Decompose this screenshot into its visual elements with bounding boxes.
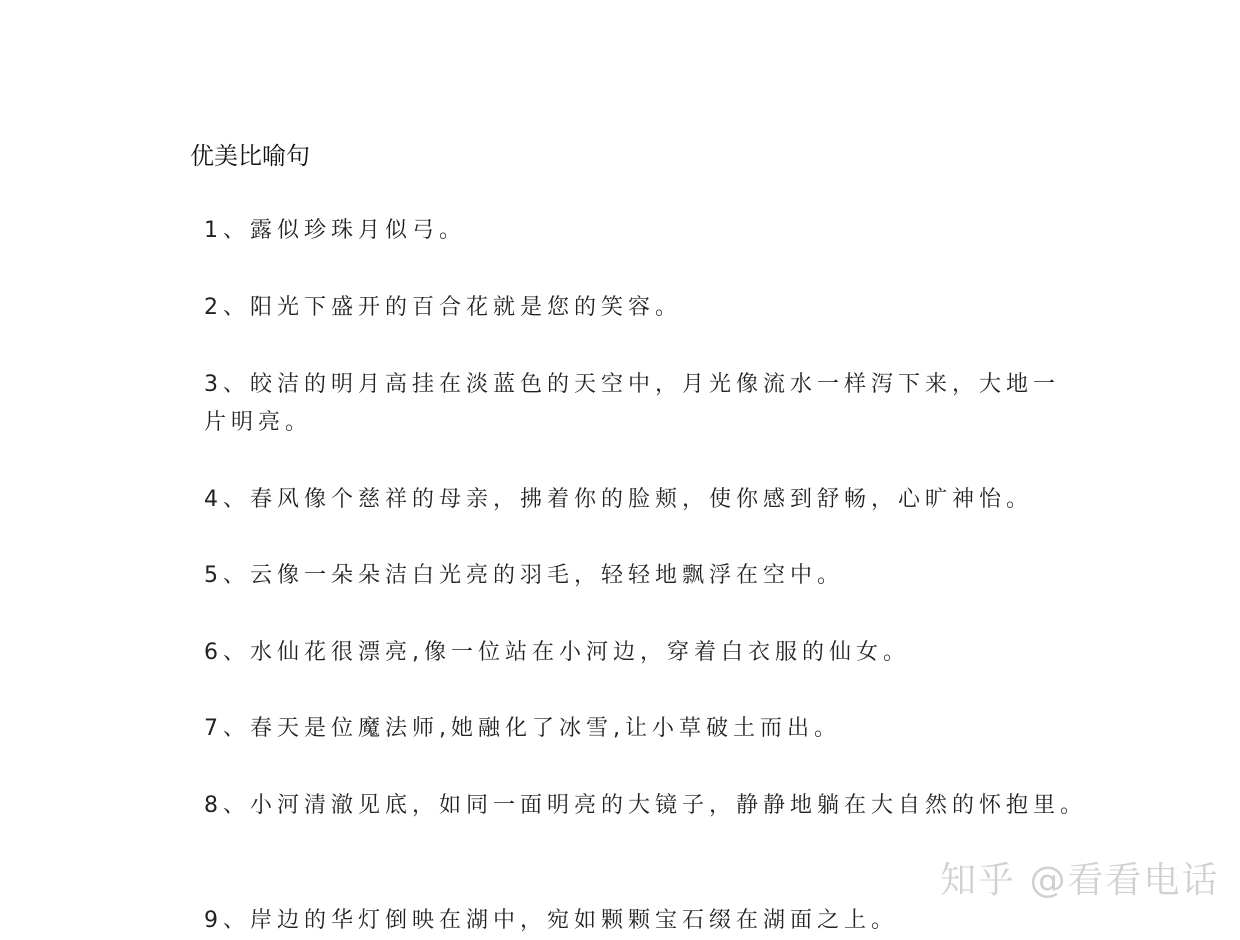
item-3-line-1: 3、皎洁的明月高挂在淡蓝色的天空中，月光像流水一样泻下来，大地一 (204, 372, 1060, 397)
list-item-1 (204, 212, 466, 250)
item-3-line-2: 片明亮。 (204, 410, 313, 435)
item-9-line-1: 9、岸边的华灯倒映在湖中，宛如颗颗宝石缀在湖面之上。 (204, 908, 898, 933)
item-8-line-1: 8、小河清澈见底，如同一面明亮的大镜子，静静地躺在大自然的怀抱里。 (204, 793, 1087, 818)
item-7-line-1: 7、春天是位魔法师,她融化了冰雪,让小草破土而出。 (204, 716, 841, 741)
item-5-line-1: 5、云像一朵朵洁白光亮的羽毛，轻轻地飘浮在空中。 (204, 563, 844, 588)
list-item-8 (204, 787, 1087, 825)
list-item-7 (204, 710, 841, 748)
list-item-4 (204, 481, 1033, 519)
item-4-line-1: 4、春风像个慈祥的母亲，拂着你的脸颊，使你感到舒畅，心旷神怡。 (204, 487, 1033, 512)
list-item-5 (204, 557, 844, 595)
document-title: 优美比喻句 (190, 142, 310, 170)
item-1-line-1: 1、露似珍珠月似弓。 (204, 218, 466, 243)
zhihu-watermark: 知乎 @看看电话 (940, 860, 1220, 901)
list-item-9 (204, 902, 898, 940)
list-item-2 (204, 289, 682, 327)
item-6-line-1: 6、水仙花很漂亮,像一位站在小河边，穿着白衣服的仙女。 (204, 640, 910, 665)
list-item-6 (204, 634, 910, 672)
list-item-3 (204, 366, 1060, 442)
item-2-line-1: 2、阳光下盛开的百合花就是您的笑容。 (204, 295, 682, 320)
